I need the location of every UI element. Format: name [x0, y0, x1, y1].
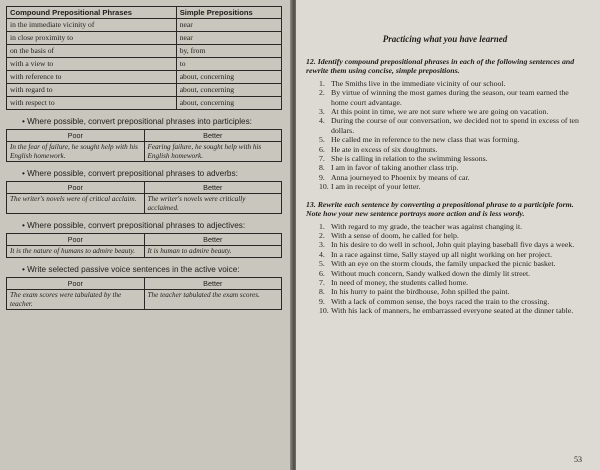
item-number: 7.: [319, 154, 325, 164]
item-number: 4.: [319, 249, 325, 259]
exercise-item: [306, 88, 584, 107]
section-bullet: • Where possible, convert prepositional phrases into participles:: [22, 117, 252, 126]
better-example: It is human to admire beauty.: [144, 246, 282, 258]
better-header: Better: [144, 234, 282, 246]
col-compound-header: Compound Prepositional Phrases: [7, 7, 177, 19]
item-number: 8.: [319, 163, 325, 173]
better-example: Fearing failure, he sought help with his English homework.: [144, 142, 282, 162]
prepositions-table: [6, 6, 282, 110]
exercise-item: [306, 250, 584, 259]
item-text: The Smiths live in the immediate vicinity of our school.: [331, 78, 506, 88]
item-number: 5.: [319, 135, 325, 145]
better-header: Better: [144, 130, 282, 142]
item-text: Without much concern, Sandy walked down the dimly lit street.: [331, 268, 531, 278]
item-number: 1.: [319, 78, 325, 88]
table-row: [7, 71, 282, 84]
item-text: With a sense of doom, he called for help.: [331, 230, 459, 240]
exercise-item: [306, 259, 584, 268]
item-text: In his desire to do well in school, John quit playing baseball five days a week.: [331, 240, 575, 250]
item-number: 4.: [319, 116, 325, 126]
item-number: 6.: [319, 144, 325, 154]
exercise-item: [306, 182, 584, 191]
compound-phrase-cell: in close proximity to: [7, 32, 177, 45]
item-number: 9.: [319, 172, 325, 182]
exercise-item: [306, 306, 584, 315]
compound-phrase-cell: on the basis of: [7, 45, 177, 58]
left-page: [0, 0, 292, 470]
better-header: Better: [144, 277, 282, 289]
item-text: I am in favor of taking another class trip.: [331, 163, 459, 173]
section-bullet: • Where possible, convert prepositional phrases to adverbs:: [22, 169, 238, 179]
item-number: 6.: [319, 268, 325, 278]
exercise-13-list: [306, 222, 584, 316]
poor-better-table: [6, 181, 282, 214]
table-row: [7, 58, 282, 71]
section-bullet: • Where possible, convert prepositional phrases to adjectives:: [22, 221, 246, 231]
item-number: 9.: [319, 296, 325, 306]
exercise-item: [306, 154, 584, 163]
item-text: With his lack of manners, he embarrassed everyone seated at the dinner table.: [331, 306, 574, 316]
item-text: At this point in time, we are not sure where we are going on vacation.: [331, 107, 549, 117]
exercise-item: [306, 297, 584, 306]
table-row: [7, 32, 282, 45]
exercise-item: [306, 173, 584, 182]
page-number: 53: [574, 455, 582, 464]
poor-example: In the fear of failure, he sought help with his English homework.: [7, 142, 145, 162]
poor-better-table: [6, 277, 282, 310]
exercise-item: [306, 269, 584, 278]
item-text: He ate in excess of six doughnuts.: [331, 144, 438, 154]
item-text: In a race against time, Sally stayed up all night working on her project.: [331, 249, 553, 259]
simple-preposition-cell: near: [176, 32, 281, 45]
exercise-item: [306, 222, 584, 231]
item-text: In need of money, the students called home.: [331, 277, 468, 287]
poor-example: It is the nature of humans to admire beauty.: [7, 246, 145, 258]
exercise-item: [306, 287, 584, 296]
poor-header: Poor: [7, 182, 145, 194]
section-bullet: • Write selected passive voice sentences in the active voice:: [22, 264, 240, 274]
compound-phrase-cell: with a view to: [7, 58, 177, 71]
table-row: [7, 19, 282, 32]
item-text: She is calling in relation to the swimming lessons.: [331, 154, 488, 164]
table-row: [7, 97, 282, 110]
simple-preposition-cell: about, concerning: [176, 84, 281, 97]
item-number: 2.: [319, 88, 325, 98]
poor-header: Poor: [7, 130, 145, 142]
exercise-item: [306, 116, 584, 135]
exercise-item: [306, 145, 584, 154]
poor-example: The exam scores were tabulated by the teacher.: [7, 289, 145, 309]
exercise-12-instructions: 12. Identify compound prepositional phrases in each of the following sentences and rewrite them using concise, simple prepositions.: [306, 57, 575, 76]
poor-better-table: [6, 233, 282, 258]
item-text: In his hurry to paint the birdhouse, John spilled the paint.: [331, 287, 510, 297]
item-text: I am in receipt of your letter.: [331, 182, 421, 192]
item-number: 5.: [319, 259, 325, 269]
table-row: [7, 45, 282, 58]
simple-preposition-cell: about, concerning: [176, 97, 281, 110]
item-text: During the course of our conversation, we decided not to spend in excess of ten dollars.: [331, 116, 579, 135]
exercise-item: [306, 79, 584, 88]
exercise-item: [306, 240, 584, 249]
item-text: He called me in reference to the new class that was forming.: [331, 135, 520, 145]
exercise-item: [306, 107, 584, 116]
item-number: 2.: [319, 230, 325, 240]
compound-phrase-cell: in the immediate vicinity of: [7, 19, 177, 32]
poor-better-table: [6, 129, 282, 162]
item-number: 10.: [319, 182, 329, 192]
simple-preposition-cell: near: [176, 19, 281, 32]
poor-header: Poor: [7, 234, 145, 246]
col-simple-header: Simple Prepositions: [176, 7, 281, 19]
compound-phrase-cell: with respect to: [7, 97, 177, 110]
right-page: [296, 0, 600, 470]
item-text: With a lack of common sense, the boys raced the train to the crossing.: [331, 296, 550, 306]
item-text: With regard to my grade, the teacher was against changing it.: [331, 221, 523, 231]
exercise-12-list: [306, 79, 584, 192]
poor-example: The writer's novels were of critical acclaim.: [7, 194, 145, 214]
better-example: The teacher tabulated the exam scores.: [144, 289, 282, 309]
simple-preposition-cell: about, concerning: [176, 71, 281, 84]
item-text: By virtue of winning the most games during the season, our team earned the home court advantage.: [331, 88, 569, 107]
exercise-13-instructions: 13. Rewrite each sentence by converting a prepositional phrase to a participle form. Note how your new sentence portrays more action and is less wordy.: [306, 199, 574, 219]
compound-phrase-cell: with reference to: [7, 71, 177, 84]
simple-preposition-cell: to: [176, 58, 281, 71]
table-row: [7, 84, 282, 97]
exercise-item: [306, 278, 584, 287]
item-text: Anna journeyed to Phoenix by means of car.: [331, 172, 470, 182]
better-header: Better: [144, 182, 282, 194]
item-number: 7.: [319, 277, 325, 287]
exercise-item: [306, 135, 584, 144]
better-example: The writer's novels were critically acclaimed.: [144, 194, 282, 214]
section-heading: Practicing what you have learned: [382, 34, 508, 44]
poor-header: Poor: [7, 277, 145, 289]
item-number: 10.: [319, 306, 329, 316]
item-number: 3.: [319, 240, 325, 250]
exercise-item: [306, 163, 584, 172]
compound-phrase-cell: with regard to: [7, 84, 177, 97]
exercise-item: [306, 231, 584, 240]
item-number: 1.: [319, 221, 325, 231]
item-number: 8.: [319, 287, 325, 297]
simple-preposition-cell: by, from: [176, 45, 281, 58]
item-number: 3.: [319, 107, 325, 117]
item-text: With an eye on the storm clouds, the family unpacked the picnic basket.: [331, 259, 556, 269]
